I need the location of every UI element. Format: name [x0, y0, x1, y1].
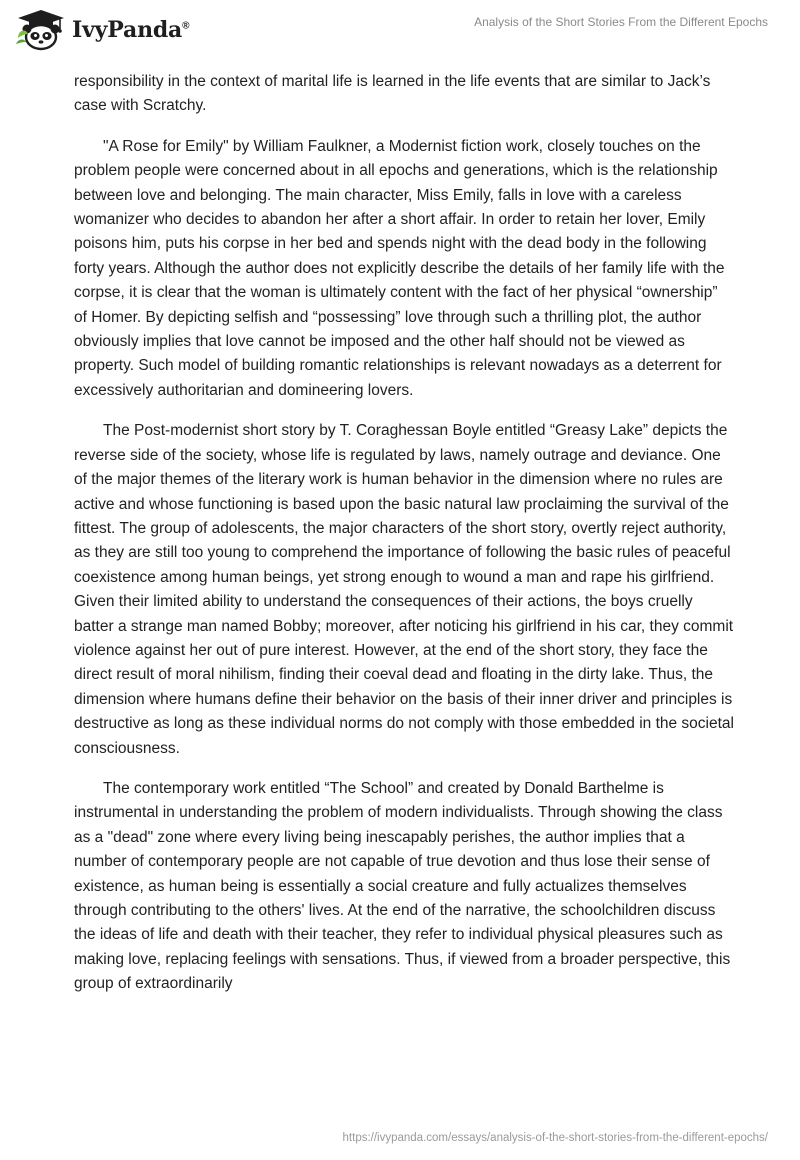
source-url[interactable]: https://ivypanda.com/essays/analysis-of-the-short-stories-from-the-different-epochs/	[342, 1132, 768, 1144]
panda-graduate-icon	[14, 8, 68, 52]
paragraph-continuation: responsibility in the context of marital life is learned in the life events that are similar to Jack’s case with Scratchy.	[74, 73, 711, 115]
ivypanda-logo[interactable]	[14, 8, 189, 52]
paragraph-rose-for-emily: "A Rose for Emily" by William Faulkner, a Modernist fiction work, closely touches on the problem people were concerned about in all epochs and generations, which is the relationship between love and belonging. The main character, Miss Emily, falls in love with a careless womanizer who decides to abandon her after a short affair. In order to retain her lover, Emily poisons him, puts his corpse in her bed and spends night with the dead body in the following forty years. Although the author does not explicitly describe the details of her family life with the corpse, it is clear that the woman is ultimately content with the fact of her physical “ownership” of Homer. By depicting selfish and “possessing” love through such a thrilling plot, the author obviously implies that love cannot be imposed and the other half should not be viewed as property. Such model of building romantic relationships is relevant nowadays as a deterrent for excessively authoritarian and domineering lovers.	[74, 137, 725, 399]
essay-body	[74, 70, 734, 1013]
page-header	[0, 0, 800, 64]
paragraph-greasy-lake: The Post-modernist short story by T. Coraghessan Boyle entitled “Greasy Lake” depicts the reverse side of the society, whose life is regulated by laws, namely outrage and deviance. One of the major themes of the literary work is human behavior in the dimension where no rules are active and whose functioning is based upon the basic natural law proclaiming the survival of the fittest. The group of adolescents, the major characters of the short story, overtly reject authority, as they are still too young to comprehend the importance of following the basic rules of peaceful coexistence among human beings, yet strong enough to wound a man and rape his girlfriend. Given their limited ability to understand the consequences of their actions, the boys cruelly batter a strange man named Bobby; moreover, after noticing his girlfriend in his car, they commit violence against her out of pure interest. However, at the end of the short story, they face the direct result of moral nihilism, finding their coeval dead and floating in the dirty lake. Thus, the dimension where humans define their behavior on the basis of their inner driver and principles is destructive as long as these individual norms do not comply with those embedded in the societal consciousness.	[74, 422, 734, 757]
registered-mark: ®	[182, 20, 190, 32]
paragraph-the-school: The contemporary work entitled “The School” and created by Donald Barthelme is instrumental in understanding the problem of modern individualists. Through showing the class as a "dead" zone where every living being inescapably perishes, the author implies that a number of contemporary people are not capable of true devotion and thus lose their sense of existence, as human being is essentially a social creature and fully actualizes themselves through contributing to the others' lives. At the end of the narrative, the schoolchildren discuss the ideas of life and death with their teacher, they refer to individual physical pleasures such as making love, replacing feelings with sensations. Thus, if viewed from a broader perspective, this group of extraordinarily	[74, 779, 731, 993]
logo-wordmark: IvyPanda®	[72, 17, 190, 43]
document-title: Analysis of the Short Stories From the Different Epochs	[474, 15, 768, 29]
